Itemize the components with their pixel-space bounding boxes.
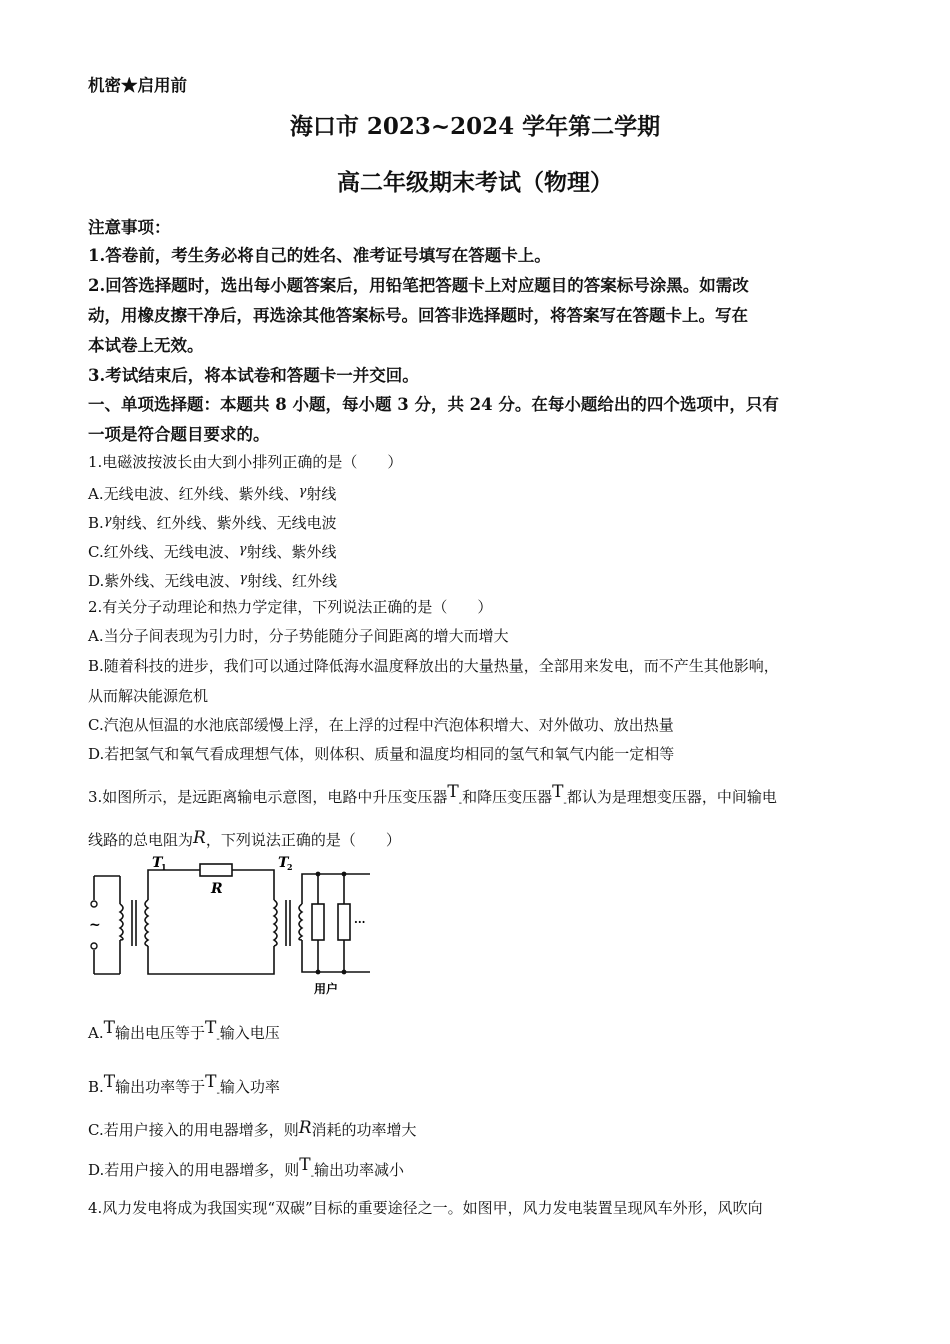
junction-dot [342, 970, 347, 975]
section1-intro-line-a: 一、单项选择题：本题共 8 小题，每小题 3 分，共 24 分。在每小题给出的四个选项中，只有 [88, 395, 779, 414]
t-symbol: T [205, 1072, 217, 1092]
q1-stem: 1.电磁波按波长由大到小排列正确的是（ ） [88, 453, 403, 471]
t1-secondary-coil [145, 900, 148, 946]
terminal-top [91, 901, 97, 907]
q1-a-text-end: 射线 [306, 485, 337, 503]
q3-b-text: B. [88, 1078, 104, 1096]
confidential-label: 机密★启用前 [88, 76, 187, 95]
q3-option-b [88, 1072, 280, 1104]
q3-b-text-end: 输入功率 [219, 1078, 280, 1096]
q1-c-text: C.红外线、无线电波、 [88, 543, 239, 561]
q1-a-text: A.无线电波、红外线、紫外线、 [88, 485, 299, 503]
r-symbol: R [193, 828, 206, 848]
t1-primary-coil [120, 904, 123, 940]
q1-b-text: B. [88, 514, 104, 532]
t1-label-sub: 1 [161, 862, 167, 872]
q3-stem-text-b: 和降压变压器 [462, 788, 553, 806]
t-symbol: T [552, 782, 564, 802]
t2-primary-coil [274, 900, 277, 946]
q2-option-b-line1: B.随着科技的进步，我们可以通过降低海水温度释放出的大量热量，全部用来发电，而不产生其他影响， [88, 657, 779, 675]
load-resistor-2 [338, 904, 350, 940]
q1-option-b [88, 511, 337, 533]
q2-option-c: C.汽泡从恒温的水池底部缓慢上浮，在上浮的过程中汽泡体积增大、对外做功、放出热量 [88, 716, 674, 734]
notes-heading: 注意事项： [88, 218, 171, 237]
users-label: 用户 [314, 982, 339, 996]
q3-stem-text-a: 3.如图所示，是远距离输电示意图，电路中升压变压器 [88, 788, 448, 806]
q3-a-text-end: 输入电压 [219, 1024, 280, 1042]
t2-label: T [278, 856, 289, 871]
q1-option-a [88, 482, 336, 504]
q1-c-text-end: 射线、紫外线 [246, 543, 337, 561]
note-3: 3.考试结束后，将本试卷和答题卡一并交回。 [88, 366, 419, 385]
resistor-r [200, 864, 232, 876]
t1-label: T [152, 856, 163, 871]
t-symbol: T [103, 1018, 115, 1038]
junction-dot [316, 872, 321, 877]
t-subscript: - [216, 1088, 220, 1099]
q2-option-a: A.当分子间表现为引力时，分子势能随分子间距离的增大而增大 [88, 627, 509, 645]
t-symbol: T [299, 1155, 311, 1175]
t-subscript: - [563, 798, 567, 809]
q2-option-b-line2: 从而解决能源危机 [88, 687, 209, 705]
q3-d-text-end: 输出功率减小 [314, 1161, 405, 1179]
section1-intro-line-b: 一项是符合题目要求的。 [88, 425, 270, 444]
q3-c-text-end: 消耗的功率增大 [311, 1121, 417, 1139]
q1-b-text-end: 射线、红外线、紫外线、无线电波 [111, 514, 337, 532]
q2-option-d: D.若把氢气和氧气看成理想气体，则体积、质量和温度均相同的氢气和氧气内能一定相等 [88, 745, 675, 763]
gamma-symbol: γ [103, 513, 112, 528]
circuit-svg [88, 856, 378, 998]
q3-stem-text-c: 都认为是理想变压器，中间输电 [566, 788, 777, 806]
q3-option-c [88, 1118, 417, 1140]
ac-symbol: ~ [89, 917, 101, 933]
q3-c-text: C.若用户接入的用电器增多，则 [88, 1121, 299, 1139]
q3-b-text-mid: 输出功率等于 [115, 1078, 206, 1096]
gamma-symbol: γ [239, 571, 248, 586]
r-symbol: R [298, 1118, 312, 1138]
q3-a-text: A. [88, 1024, 104, 1042]
exam-title-line1: 海口市 2023~2024 学年第二学期 [289, 113, 661, 140]
q4-stem: 4.风力发电将成为我国实现“双碳”目标的重要途径之一。如图甲，风力发电装置呈现风车外形，风吹向 [88, 1199, 763, 1217]
t-subscript: - [310, 1171, 314, 1182]
note-2-line-a: 2.回答选择题时，选出每小题答案后，用铅笔把答题卡上对应题目的答案标号涂黑。如需改 [88, 276, 749, 295]
load-resistor-1 [312, 904, 324, 940]
t2-secondary-coil [299, 904, 302, 940]
q3-a-text-mid: 输出电压等于 [114, 1024, 205, 1042]
q1-d-text-end: 射线、红外线 [247, 572, 338, 590]
gamma-symbol: γ [238, 542, 247, 557]
note-1: 1.答卷前，考生务必将自己的姓名、准考证号填写在答题卡上。 [88, 246, 551, 265]
junction-dot [342, 872, 347, 877]
q2-stem: 2.有关分子动理论和热力学定律，下列说法正确的是（ ） [88, 598, 493, 616]
junction-dot [316, 970, 321, 975]
t-subscript: - [458, 798, 463, 809]
q1-option-c [88, 540, 337, 562]
q1-d-text: D.紫外线、无线电波、 [88, 572, 240, 590]
r-label: R [211, 881, 223, 897]
q3-stem-text-d: 线路的总电阻为 [88, 831, 194, 849]
exam-title-line2: 高二年级期末考试（物理） [337, 169, 613, 196]
q3-stem-line2 [88, 828, 401, 850]
note-2-line-c: 本试卷上无效。 [88, 336, 204, 355]
gamma-symbol: γ [298, 484, 307, 499]
t-symbol: T [447, 782, 459, 802]
terminal-bottom [91, 943, 97, 949]
q1-option-d [88, 569, 337, 591]
q3-option-a [88, 1018, 280, 1050]
q3-stem-text-e: ，下列说法正确的是（ ） [205, 831, 401, 849]
t-subscript: - [216, 1034, 220, 1045]
t-symbol: T [204, 1018, 217, 1038]
power-transmission-diagram [88, 856, 378, 1002]
ellipsis-dots: ··· [354, 916, 366, 929]
q3-option-d [88, 1155, 404, 1187]
q3-stem-line1 [88, 782, 777, 814]
note-2-line-b: 动，用橡皮擦干净后，再选涂其他答案标号。回答非选择题时，将答案写在答题卡上。写在 [88, 306, 748, 325]
q3-d-text: D.若用户接入的用电器增多，则 [88, 1161, 300, 1179]
t-symbol: T [103, 1072, 116, 1092]
t2-label-sub: 2 [287, 862, 293, 872]
line-bottom-wire [148, 946, 274, 974]
